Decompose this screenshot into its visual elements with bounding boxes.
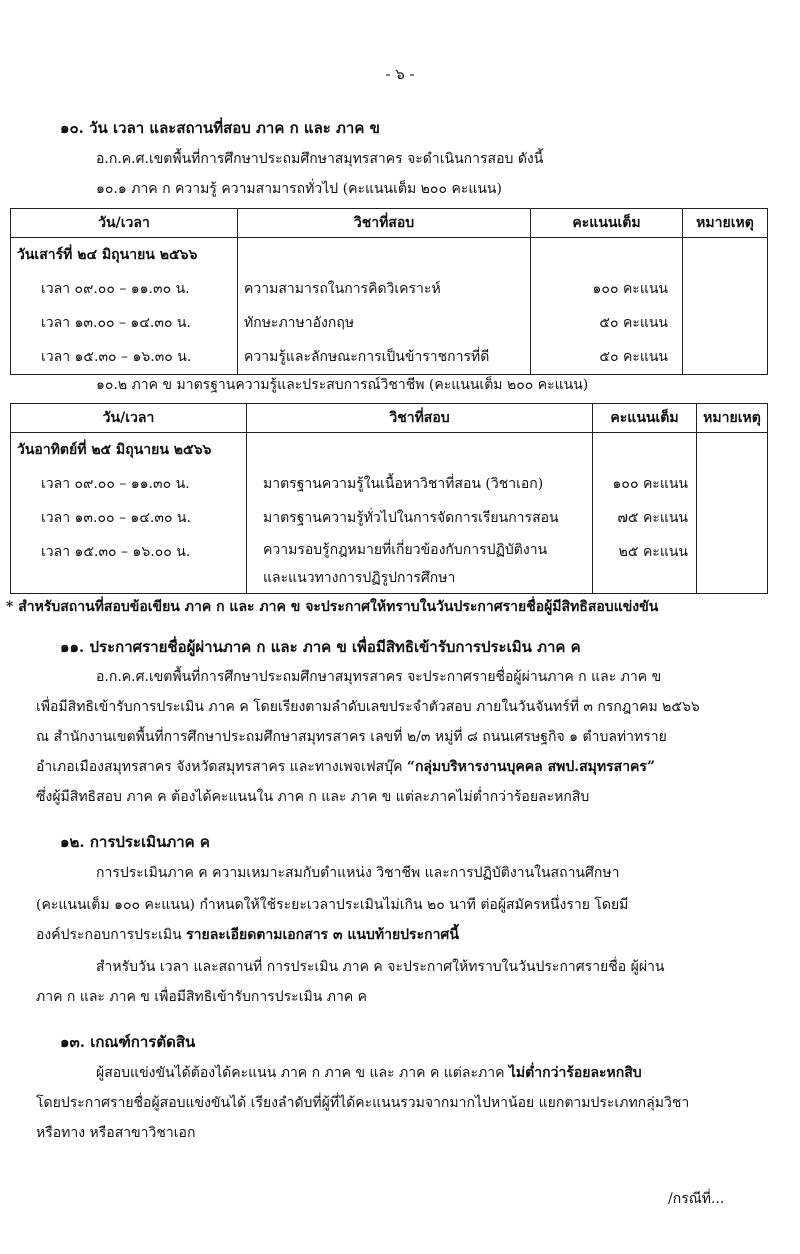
section-13-heading: ๑๓. เกณฑ์การตัดสิน [60,1033,196,1051]
exam-subject: ความสามารถในการคิดวิเคราะห์ [244,281,441,297]
section-10-1-title: ๑๐.๑ ภาค ก ความรู้ ความสามารถทั่วไป (คะแนนเต็ม ๒๐๐ คะแนน) [96,181,502,197]
header-note: หมายเหตุ [683,209,768,238]
section-12-line-3-text: องค์ประกอบการประเมิน [36,927,187,943]
exam-time: เวลา ๑๓.๐๐ – ๑๔.๓๐ น. [41,510,191,526]
section-10-2-title: ๑๐.๒ ภาค ข มาตรฐานความรู้และประสบการณ์วิชาชีพ (คะแนนเต็ม ๒๐๐ คะแนน) [96,377,589,393]
exam-note [697,433,768,594]
section-11-line-5: ซึ่งผู้มีสิทธิสอบ ภาค ค ต้องได้คะแนนใน ภาค ก และ ภาค ข แต่ละภาคไม่ต่ำกว่าร้อยละหกสิบ [36,789,590,805]
exam-time: เวลา ๑๕.๓๐ – ๑๖.๓๐ น. [41,349,192,365]
header-subject: วิชาที่สอบ [247,404,593,433]
exam-score: ๒๕ คะแนน [618,544,688,560]
exam-score: ๕๐ คะแนน [599,315,668,331]
exam-time: เวลา ๑๓.๐๐ – ๑๔.๓๐ น. [41,315,191,331]
exam-schedule-table-2 [10,403,768,594]
section-10-heading: ๑๐. วัน เวลา และสถานที่สอบ ภาค ก และ ภาค ข [60,119,380,137]
section-12-line-1: การประเมินภาค ค ความเหมาะสมกับตำแหน่ง วิชาชีพ และการปฏิบัติงานในสถานศึกษา [96,865,620,881]
header-date: วัน/เวลา [11,209,238,238]
exam-score: ๕๐ คะแนน [599,349,668,365]
exam-time: เวลา ๐๙.๐๐ – ๑๑.๓๐ น. [41,281,190,297]
table-row [11,433,768,594]
exam-subject: มาตรฐานความรู้ในเนื้อหาวิชาที่สอน (วิชาเอก) [263,476,544,492]
section-13-line-1-text: ผู้สอบแข่งขันได้ต้องได้คะแนน ภาค ก ภาค ข และ ภาค ค แต่ละภาค [96,1065,509,1081]
section-12-line-3 [36,924,459,946]
exam-day: วันเสาร์ที่ ๒๔ มิถุนายน ๒๕๖๖ [17,247,198,263]
section-11-line-2: เพื่อมีสิทธิเข้ารับการประเมิน ภาค ค โดยเรียงตามลำดับเลขประจำตัวสอบ ภายในวันจันทร์ที่ ๓ กรกฎาคม ๒๕๖๖ [36,699,700,715]
section-13-line-3: หรือทาง หรือสาขาวิชาเอก [36,1125,196,1141]
page-number: - ๖ - [385,65,415,83]
section-11-line-4 [36,756,655,778]
header-score: คะแนนเต็ม [593,404,697,433]
exam-day: วันอาทิตย์ที่ ๒๕ มิถุนายน ๒๕๖๖ [17,442,212,458]
table-header-row [11,209,768,238]
section-10-intro: อ.ก.ค.ศ.เขตพื้นที่การศึกษาประถมศึกษาสมุทรสาคร จะดำเนินการสอบ ดังนี้ [96,151,544,167]
header-note: หมายเหตุ [697,404,768,433]
exam-time: เวลา ๑๕.๓๐ – ๑๖.๐๐ น. [41,544,191,560]
exam-subject: ความรอบรู้กฎหมายที่เกี่ยวข้องกับการปฏิบัติงาน [263,542,548,558]
header-date: วัน/เวลา [11,404,247,433]
section-12-line-2: (คะแนนเต็ม ๑๐๐ คะแนน) กำหนดให้ใช้ระยะเวลาประเมินไม่เกิน ๒๐ นาที ต่อผู้สมัครหนึ่งราย โดยมี [36,897,629,913]
exam-time: เวลา ๐๙.๐๐ – ๑๑.๓๐ น. [41,476,190,492]
facebook-page-name: “กลุ่มบริหารงานบุคคล สพป.สมุทรสาคร” [406,759,655,775]
section-11-line-4-text: อำเภอเมืองสมุทรสาคร จังหวัดสมุทรสาคร และทางเพจเฟสบุ๊ค [36,759,407,775]
table-row [11,238,768,375]
exam-subject: มาตรฐานความรู้ทั่วไปในการจัดการเรียนการสอน [263,510,559,526]
section-12-line-5: ภาค ก และ ภาค ข เพื่อมีสิทธิเข้ารับการประเมิน ภาค ค [36,989,368,1005]
table-header-row [11,404,768,433]
attachment-reference: รายละเอียดตามเอกสาร ๓ แนบท้ายประกาศนี้ [186,927,459,943]
header-subject: วิชาที่สอบ [238,209,531,238]
section-11-line-3: ณ สำนักงานเขตพื้นที่การศึกษาประถมศึกษาสมุทรสาคร เลขที่ ๒/๓ หมู่ที่ ๘ ถนนเศรษฐกิจ ๑ ตำบลท่าทราย [36,729,667,745]
exam-subject: ความรู้และลักษณะการเป็นข้าราชการที่ดี [244,349,490,365]
exam-subject-continued: และแนวทางการปฏิรูปการศึกษา [263,570,456,586]
header-score: คะแนนเต็ม [531,209,683,238]
exam-score: ๗๕ คะแนน [617,510,688,526]
section-11-heading: ๑๑. ประกาศรายชื่อผู้ผ่านภาค ก และ ภาค ข เพื่อมีสิทธิเข้ารับการประเมิน ภาค ค [60,638,581,656]
section-11-line-1: อ.ก.ค.ศ.เขตพื้นที่การศึกษาประถมศึกษาสมุทรสาคร จะประกาศรายชื่อผู้ผ่านภาค ก และ ภาค ข [96,669,662,685]
section-12-line-4: สำหรับวัน เวลา และสถานที่ การประเมิน ภาค ค จะประกาศให้ทราบในวันประกาศรายชื่อ ผู้ผ่าน [96,959,665,975]
continued-marker: /กรณีที่... [668,1191,725,1207]
section-12-heading: ๑๒. การประเมินภาค ค [60,833,210,851]
exam-location-note: * สำหรับสถานที่สอบข้อเขียน ภาค ก และ ภาค ข จะประกาศให้ทราบในวันประกาศรายชื่อผู้มีสิทธิสอบแข่งขัน [6,599,659,615]
exam-score: ๑๐๐ คะแนน [612,476,688,492]
exam-subject: ทักษะภาษาอังกฤษ [244,315,355,331]
passing-criteria: ไม่ต่ำกว่าร้อยละหกสิบ [508,1065,642,1081]
section-13-line-2: โดยประกาศรายชื่อผู้สอบแข่งขันได้ เรียงลำดับที่ผู้ที่ได้คะแนนรวมจากมากไปหาน้อย แยกตามประเภทกลุ่มวิชา [36,1095,690,1111]
exam-score: ๑๐๐ คะแนน [592,281,668,297]
section-13-line-1 [96,1062,642,1084]
exam-schedule-table-1 [10,208,768,375]
exam-note [683,238,768,375]
